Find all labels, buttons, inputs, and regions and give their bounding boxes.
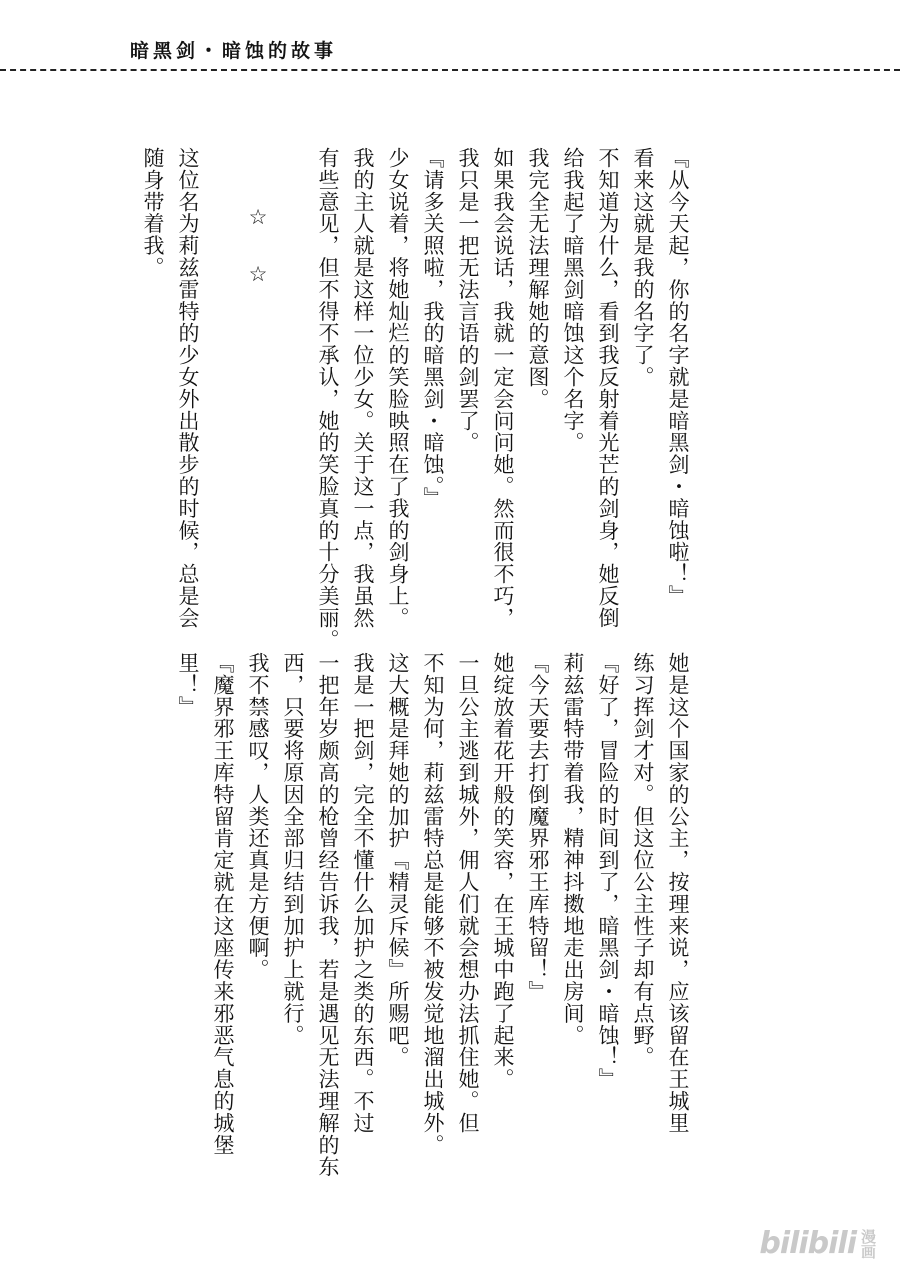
text-line: 『魔界邪王库特留肯定就在这座传来邪恶气息的城堡 [211, 652, 235, 1156]
blank-line [205, 147, 240, 617]
text-line: 我是一把剑，完全不懂什么加护之类的东西。不过 [351, 652, 375, 1134]
text-line: 少女说着，将她灿烂的笑脸映照在了我的剑身上。 [386, 147, 410, 629]
text-line: 我不禁感叹，人类还真是方便啊。 [246, 652, 270, 981]
text-line: 一旦公主逃到城外，佣人们就会想办法抓住她。但 [456, 652, 480, 1134]
text-line: 有些意见，但不得不承认，她的笑脸真的十分美丽。 [316, 147, 340, 651]
text-line: 如果我会说话，我就一定会问问她。然而很不巧， [491, 147, 515, 629]
page-header-title: 暗黑剑・暗蚀的故事 [130, 40, 338, 62]
text-line: 我只是一把无法言语的剑罢了。 [456, 147, 480, 454]
text-line: 『请多关照啦，我的暗黑剑・暗蚀。』 [421, 147, 445, 509]
text-line: 『从今天起，你的名字就是暗黑剑・暗蚀啦！』 [666, 147, 690, 607]
watermark-tag: 漫画 [859, 1228, 877, 1259]
text-line: 不知为何，莉兹雷特总是能够不被发觉地溜出城外。 [421, 652, 445, 1156]
text-line: 她是这个国家的公主，按理来说，应该留在王城里 [666, 652, 690, 1134]
text-line: 里！』 [176, 652, 200, 718]
text-line: 练习挥剑才对。但这位公主性子却有点野。 [631, 652, 655, 1069]
text-line: 我完全无法理解她的意图。 [526, 147, 550, 410]
text-line: 一把年岁颇高的枪曾经告诉我，若是遇见无法理解的东 [316, 652, 340, 1178]
text-line: 西，只要将原因全部归结到加护上就行。 [281, 652, 305, 1047]
text-line: 『好了，冒险的时间到了，暗黑剑・暗蚀！』 [596, 652, 620, 1090]
text-block-bottom [170, 652, 695, 1178]
text-line: 莉兹雷特带着我，精神抖擞地走出房间。 [561, 652, 585, 1047]
text-line: 给我起了暗黑剑暗蚀这个名字。 [561, 147, 585, 454]
bilibili-comics-watermark [759, 1226, 876, 1261]
section-break-stars: ☆ ☆ [246, 205, 270, 292]
blank-line [275, 147, 310, 617]
text-line: 我的主人就是这样一位少女。关于这一点，我虽然 [351, 147, 375, 629]
text-line: 这大概是拜她的加护『精灵斥候』所赐吧。 [386, 652, 410, 1069]
text-line: 这位名为莉兹雷特的少女外出散步的时候，总是会 [176, 147, 200, 629]
text-line: 看来这就是我的名字了。 [631, 147, 655, 388]
text-block-top [135, 147, 695, 651]
header-dashed-divider [0, 69, 900, 71]
watermark-logo: bilibili [759, 1226, 856, 1261]
text-line: 『今天要去打倒魔界邪王库特留！』 [526, 652, 550, 1003]
text-line: 随身带着我。 [141, 147, 165, 279]
text-line: 她绽放着花开般的笑容，在王城中跑了起来。 [491, 652, 515, 1090]
text-line: 不知道为什么，看到我反射着光芒的剑身，她反倒 [596, 147, 620, 629]
